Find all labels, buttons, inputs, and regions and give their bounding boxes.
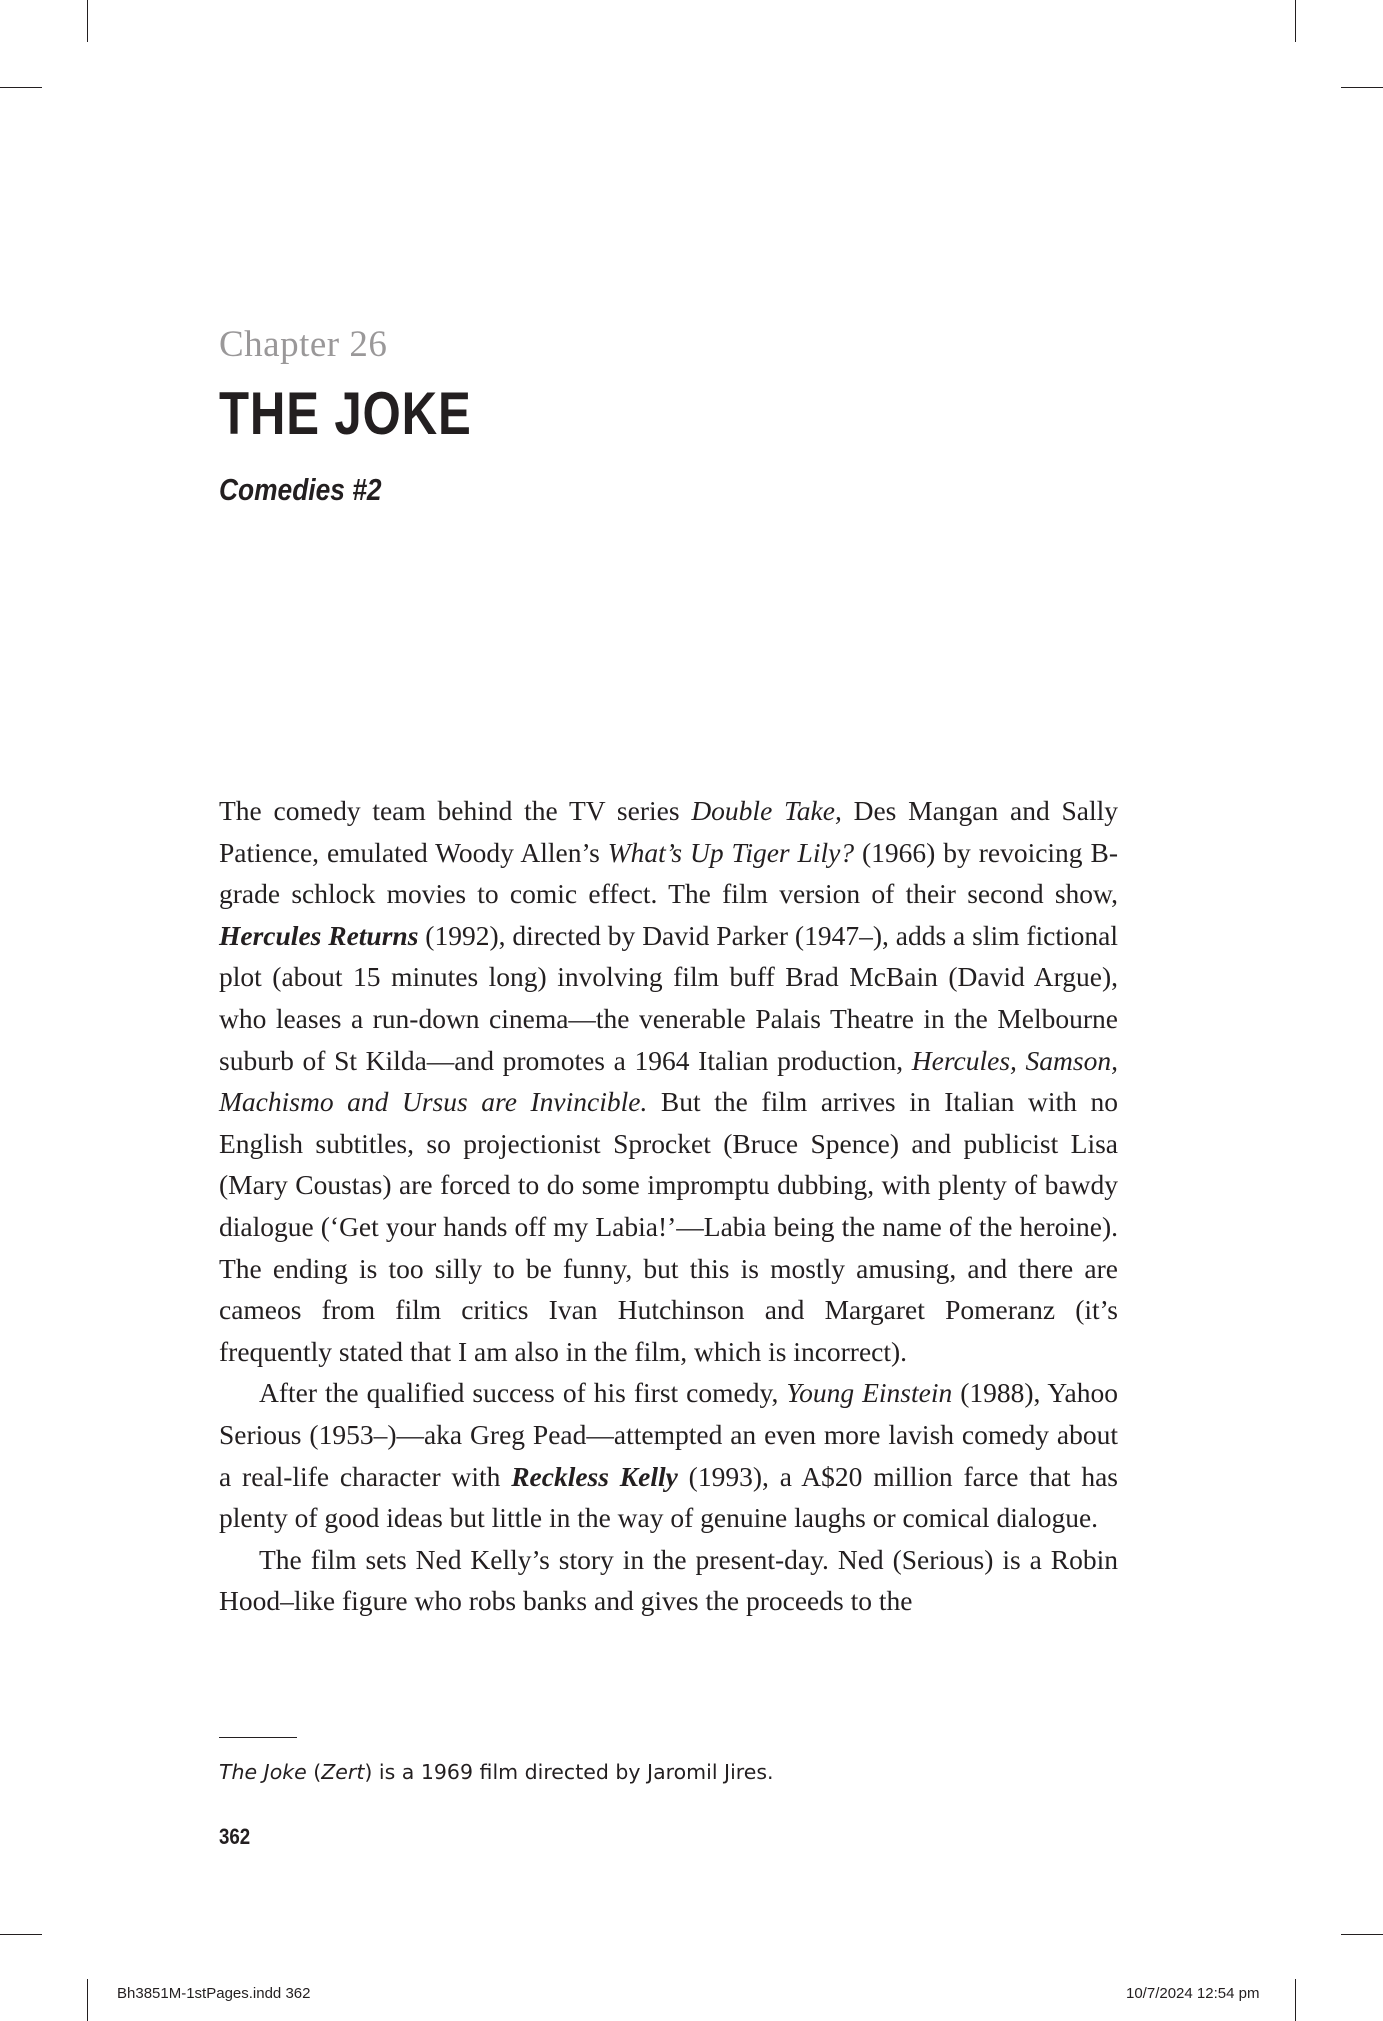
paragraph: The comedy team behind the TV series Double Take, Des Mangan and Sally Patience, emulated Woody Allen’s What’s Up Tiger Lily? (1966) by revoicing B-grade schlock movies to comic effect. The film version of their second show, Hercules Returns (1992), directed by David Parker (1947–), adds a slim fictional plot (about 15 minutes long) involving film buff Brad McBain (David Argue), who leases a run-down cinema—the venerable Palais Theatre in the Melbourne suburb of St Kilda—and promotes a 1964 Italian production, Hercules, Samson, Machismo and Ursus are Invincible. But the film arrives in Italian with no English subtitles, so projectionist Sprocket (Bruce Spence) and publicist Lisa (Mary Coustas) are forced to do some impromptu dubbing, with plenty of bawdy dialogue (‘Get your hands off my Labia!’—Labia being the name of the heroine). The ending is too silly to be funny, but this is mostly amusing, and there are cameos from film critics Ivan Hutchinson and Margaret Pomeranz (it’s frequently stated that I am also in the film, which is incorrect). xyxy=(219,795,1119,1367)
body-text xyxy=(219,790,1118,1622)
chapter-title: THE JOKE xyxy=(219,380,472,447)
crop-mark xyxy=(0,1934,42,1935)
paragraph: The film sets Ned Kelly’s story in the present-day. Ned (Serious) is a Robin Hood–like figure who robs banks and gives the proceeds to the xyxy=(219,1543,1118,1617)
chapter-subtitle: Comedies #2 xyxy=(219,472,382,507)
slug-file: Bh3851M-1stPages.indd 362 xyxy=(117,1985,311,2002)
chapter-label: Chapter 26 xyxy=(219,324,388,365)
crop-mark xyxy=(1341,87,1383,88)
film-title-bold: Hercules Returns xyxy=(219,919,419,951)
slug-timestamp: 10/7/2024 12:54 pm xyxy=(1126,1985,1260,2002)
crop-mark xyxy=(1295,1979,1296,2021)
crop-mark xyxy=(87,1979,88,2021)
crop-mark xyxy=(1341,1934,1383,1935)
film-title-bold: Reckless Kelly xyxy=(511,1460,678,1492)
crop-mark xyxy=(87,0,88,42)
page-number: 362 xyxy=(219,1824,251,1849)
crop-mark xyxy=(0,87,42,88)
paragraph: After the qualified success of his first comedy, Young Einstein (1988), Yahoo Serious (1953–)—aka Greg Pead—attempted an even more lavish comedy about a real-life character with Reckless Kelly (1993), a A$20 million farce that has plenty of good ideas but little in the way of genuine laughs or comical dialogue. xyxy=(219,1377,1118,1534)
footnote-rule xyxy=(219,1737,297,1738)
footnote: The Joke (Zert) is a 1969 film directed by Jaromil Jires. xyxy=(219,1760,774,1784)
crop-mark xyxy=(1295,0,1296,42)
